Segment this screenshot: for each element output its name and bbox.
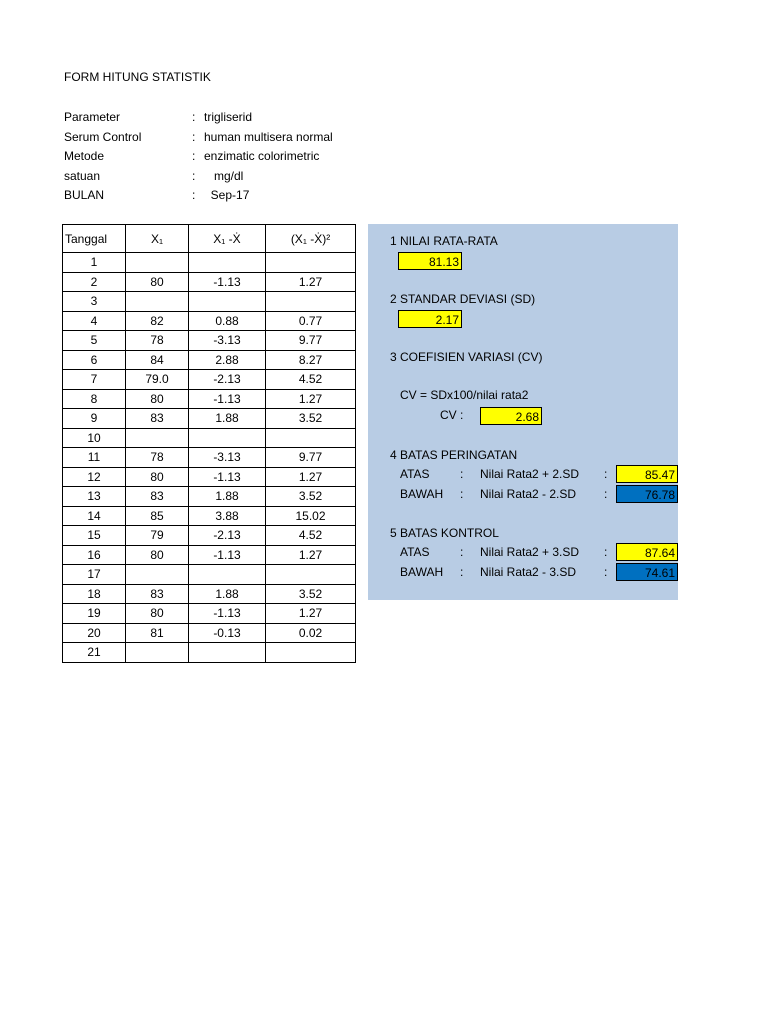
cell-x1: 78 xyxy=(126,331,189,351)
cell-squared-deviation: 3.52 xyxy=(266,584,356,604)
cell-x1: 85 xyxy=(126,506,189,526)
control-upper-formula: Nilai Rata2 + 3.SD xyxy=(480,545,580,559)
cell-deviation: -1.13 xyxy=(189,467,266,487)
cell-squared-deviation: 1.27 xyxy=(266,389,356,409)
warning-lower-value: 76.78 xyxy=(616,485,678,503)
header-x1-minus-mean: X₁ -Ẋ xyxy=(189,225,266,253)
cell-squared-deviation: 9.77 xyxy=(266,331,356,351)
cell-deviation: -3.13 xyxy=(189,448,266,468)
cell-x1: 79.0 xyxy=(126,370,189,390)
warning-upper-sep: : xyxy=(460,467,464,481)
section-5-title: 5 BATAS KONTROL xyxy=(390,526,499,540)
cell-squared-deviation: 3.52 xyxy=(266,409,356,429)
warning-upper-value: 85.47 xyxy=(616,465,678,483)
parameter-label: satuan xyxy=(64,168,101,183)
warning-lower-colon: : xyxy=(604,487,608,501)
table-row xyxy=(63,272,356,292)
control-lower-sep: : xyxy=(460,565,464,579)
control-upper-sep: : xyxy=(460,545,464,559)
cell-squared-deviation: 9.77 xyxy=(266,448,356,468)
cell-deviation: -1.13 xyxy=(189,604,266,624)
cell-tanggal: 2 xyxy=(63,272,126,292)
cell-tanggal: 5 xyxy=(63,331,126,351)
table-row xyxy=(63,389,356,409)
cell-x1: 78 xyxy=(126,448,189,468)
cell-x1: 84 xyxy=(126,350,189,370)
cell-tanggal: 13 xyxy=(63,487,126,507)
cell-tanggal: 3 xyxy=(63,292,126,312)
parameter-separator: : xyxy=(192,149,196,163)
cell-tanggal: 6 xyxy=(63,350,126,370)
table-row xyxy=(63,604,356,624)
data-table xyxy=(62,224,356,663)
cell-tanggal: 19 xyxy=(63,604,126,624)
cell-deviation: 1.88 xyxy=(189,584,266,604)
cell-deviation: 1.88 xyxy=(189,487,266,507)
table-header-row xyxy=(63,225,356,253)
cell-squared-deviation: 0.02 xyxy=(266,623,356,643)
cell-x1: 80 xyxy=(126,604,189,624)
cv-value: 2.68 xyxy=(480,407,542,425)
table-row xyxy=(63,506,356,526)
cell-x1: 80 xyxy=(126,272,189,292)
parameter-value: Sep-17 xyxy=(204,188,250,202)
cell-x1: 83 xyxy=(126,487,189,507)
parameter-value: trigliserid xyxy=(204,110,253,124)
control-lower-formula: Nilai Rata2 - 3.SD xyxy=(480,565,577,579)
cell-x1: 83 xyxy=(126,409,189,429)
table-row xyxy=(63,331,356,351)
parameter-separator: : xyxy=(192,129,196,144)
cell-x1: 81 xyxy=(126,623,189,643)
table-row xyxy=(63,409,356,429)
cell-deviation: 0.88 xyxy=(189,311,266,331)
cell-deviation: 2.88 xyxy=(189,350,266,370)
cell-tanggal: 11 xyxy=(63,448,126,468)
table-row xyxy=(63,545,356,565)
cell-deviation: -1.13 xyxy=(189,545,266,565)
warning-upper-colon: : xyxy=(604,467,608,481)
cell-tanggal: 7 xyxy=(63,370,126,390)
cell-squared-deviation xyxy=(266,565,356,585)
cell-tanggal: 8 xyxy=(63,389,126,409)
control-upper-label: ATAS xyxy=(400,545,430,559)
cell-deviation: 3.88 xyxy=(189,506,266,526)
cell-tanggal: 15 xyxy=(63,526,126,546)
control-lower-value: 74.61 xyxy=(616,563,678,581)
cell-squared-deviation: 1.27 xyxy=(266,272,356,292)
table-row xyxy=(63,311,356,331)
table-row xyxy=(63,253,356,273)
control-upper-value: 87.64 xyxy=(616,543,678,561)
control-upper-colon: : xyxy=(604,545,608,559)
mean-value: 81.13 xyxy=(398,252,462,270)
table-row xyxy=(63,467,356,487)
sd-value: 2.17 xyxy=(398,310,462,328)
cell-x1: 82 xyxy=(126,311,189,331)
form-title: FORM HITUNG STATISTIK xyxy=(64,70,211,84)
section-3-title: 3 COEFISIEN VARIASI (CV) xyxy=(390,350,543,364)
cv-formula: CV = SDx100/nilai rata2 xyxy=(400,388,529,402)
table-row xyxy=(63,526,356,546)
cell-x1 xyxy=(126,565,189,585)
cell-squared-deviation: 1.27 xyxy=(266,467,356,487)
control-lower-colon: : xyxy=(604,565,608,579)
cell-squared-deviation: 1.27 xyxy=(266,604,356,624)
cell-x1: 80 xyxy=(126,545,189,565)
cell-deviation: -0.13 xyxy=(189,623,266,643)
cell-tanggal: 10 xyxy=(63,428,126,448)
parameter-label: BULAN xyxy=(64,188,105,202)
header-tanggal: Tanggal xyxy=(63,225,126,253)
table-row xyxy=(63,448,356,468)
cell-deviation: -1.13 xyxy=(189,389,266,409)
cell-x1: 79 xyxy=(126,526,189,546)
cell-x1: 83 xyxy=(126,584,189,604)
section-1-title: 1 NILAI RATA-RATA xyxy=(390,234,498,248)
statistics-panel xyxy=(368,224,678,600)
table-row xyxy=(63,565,356,585)
cell-squared-deviation: 4.52 xyxy=(266,370,356,390)
table-row xyxy=(63,350,356,370)
warning-lower-label: BAWAH xyxy=(400,487,444,501)
cell-deviation: -1.13 xyxy=(189,272,266,292)
cell-squared-deviation: 1.27 xyxy=(266,545,356,565)
cell-tanggal: 12 xyxy=(63,467,126,487)
cell-tanggal: 9 xyxy=(63,409,126,429)
table-row xyxy=(63,370,356,390)
cell-tanggal: 20 xyxy=(63,623,126,643)
cell-squared-deviation xyxy=(266,292,356,312)
section-4-title: 4 BATAS PERINGATAN xyxy=(390,448,518,462)
header-squared-deviation: (X₁ -Ẋ)² xyxy=(266,225,356,253)
table-row xyxy=(63,643,356,663)
parameter-label: Parameter xyxy=(64,110,121,124)
cell-x1 xyxy=(126,428,189,448)
cell-squared-deviation: 15.02 xyxy=(266,506,356,526)
parameter-label: Serum Control xyxy=(64,129,142,144)
cell-squared-deviation: 8.27 xyxy=(266,350,356,370)
cell-tanggal: 18 xyxy=(63,584,126,604)
cell-tanggal: 14 xyxy=(63,506,126,526)
table-row xyxy=(63,292,356,312)
cell-deviation: -2.13 xyxy=(189,370,266,390)
table-row xyxy=(63,487,356,507)
cell-deviation: -2.13 xyxy=(189,526,266,546)
cell-deviation xyxy=(189,643,266,663)
cell-squared-deviation: 3.52 xyxy=(266,487,356,507)
cell-deviation xyxy=(189,565,266,585)
parameter-separator: : xyxy=(192,110,196,124)
cell-tanggal: 4 xyxy=(63,311,126,331)
cell-deviation xyxy=(189,253,266,273)
warning-upper-formula: Nilai Rata2 + 2.SD xyxy=(480,467,580,481)
control-lower-label: BAWAH xyxy=(400,565,444,579)
parameter-value: mg/dl xyxy=(204,168,244,183)
cv-label: CV : xyxy=(440,408,464,422)
cell-squared-deviation xyxy=(266,253,356,273)
parameter-value: human multisera normal xyxy=(204,129,333,144)
parameter-separator: : xyxy=(192,188,196,202)
cell-tanggal: 16 xyxy=(63,545,126,565)
cell-tanggal: 17 xyxy=(63,565,126,585)
cell-tanggal: 1 xyxy=(63,253,126,273)
warning-lower-formula: Nilai Rata2 - 2.SD xyxy=(480,487,577,501)
parameter-label: Metode xyxy=(64,149,105,163)
cell-deviation: 1.88 xyxy=(189,409,266,429)
section-2-title: 2 STANDAR DEVIASI (SD) xyxy=(390,292,536,306)
cell-squared-deviation: 0.77 xyxy=(266,311,356,331)
cell-deviation xyxy=(189,292,266,312)
cell-x1: 80 xyxy=(126,389,189,409)
cell-squared-deviation: 4.52 xyxy=(266,526,356,546)
warning-upper-label: ATAS xyxy=(400,467,430,481)
cell-x1 xyxy=(126,643,189,663)
table-row xyxy=(63,428,356,448)
cell-squared-deviation xyxy=(266,428,356,448)
cell-x1 xyxy=(126,253,189,273)
cell-deviation: -3.13 xyxy=(189,331,266,351)
cell-squared-deviation xyxy=(266,643,356,663)
cell-x1: 80 xyxy=(126,467,189,487)
cell-deviation xyxy=(189,428,266,448)
table-row xyxy=(63,584,356,604)
header-x1: X₁ xyxy=(126,225,189,253)
parameter-value: enzimatic colorimetric xyxy=(204,149,320,163)
table-row xyxy=(63,623,356,643)
warning-lower-sep: : xyxy=(460,487,464,501)
cell-x1 xyxy=(126,292,189,312)
parameter-separator: : xyxy=(192,168,196,183)
cell-tanggal: 21 xyxy=(63,643,126,663)
